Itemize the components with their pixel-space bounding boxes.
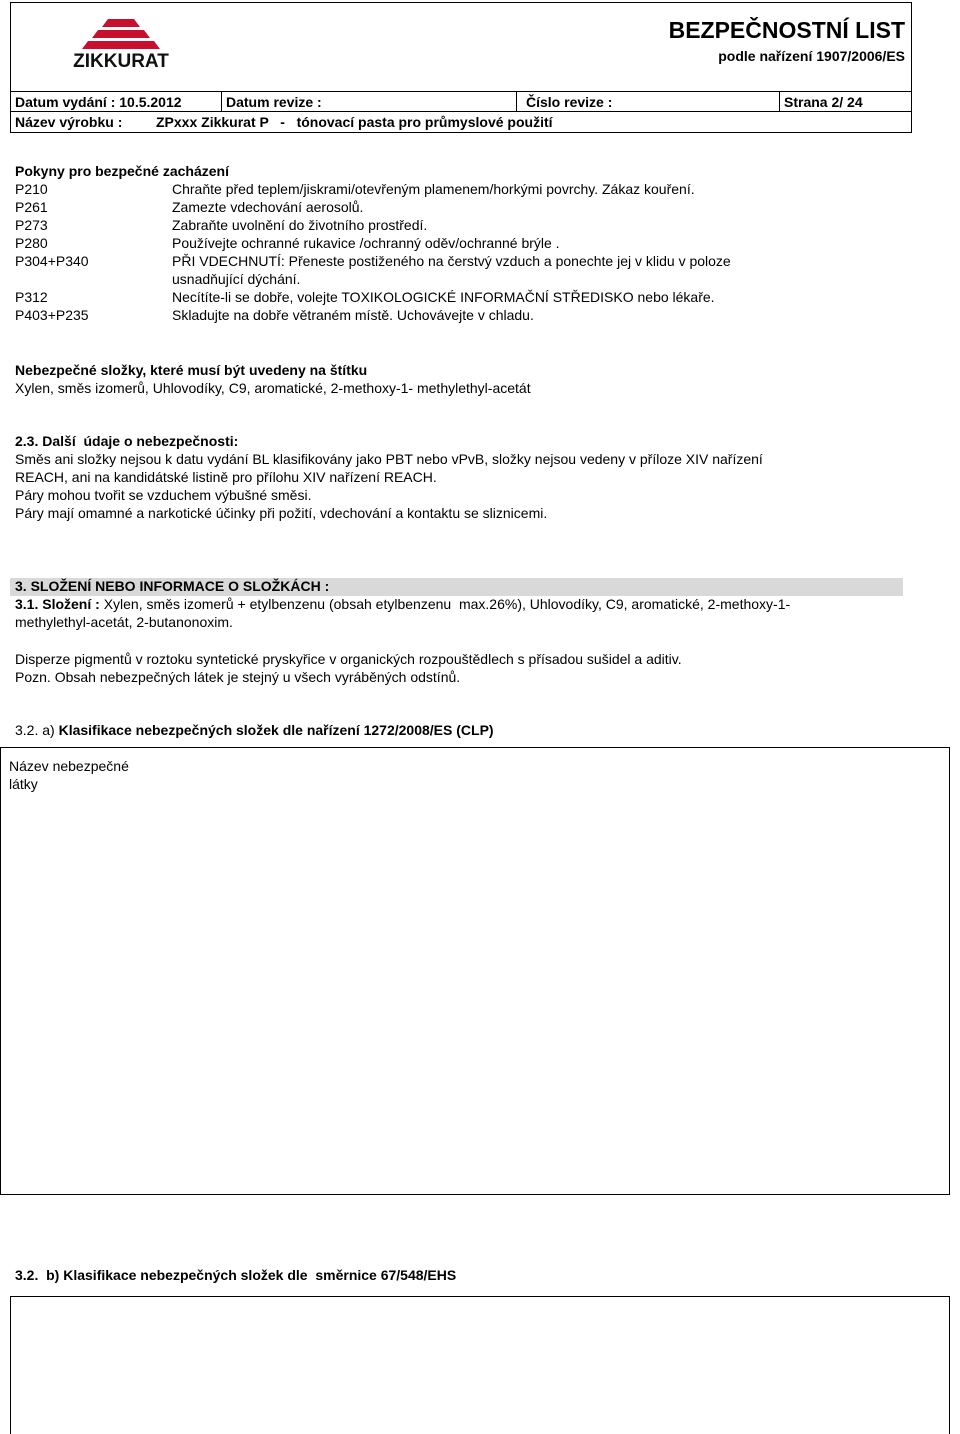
precautionary-text: PŘI VDECHNUTÍ: Přeneste postiženého na čerstvý vzduch a ponechte jej v klidu v poloze bbox=[172, 253, 731, 269]
precautionary-code: P304+P340 bbox=[15, 253, 89, 269]
precautionary-code: P312 bbox=[15, 289, 48, 305]
clp-title: 3.2. a) Klasifikace nebezpečných složek dle nařízení 1272/2008/ES (CLP) bbox=[15, 722, 494, 738]
precautionary-text: Používejte ochranné rukavice /ochranný oděv/ochranné brýle . bbox=[172, 235, 560, 251]
precautionary-text: Necítíte-li se dobře, volejte TOXIKOLOGICKÉ INFORMAČNÍ STŘEDISKO nebo lékaře. bbox=[172, 289, 715, 305]
clp-header-cell: látky bbox=[9, 776, 38, 792]
product-name-label: Název výrobku : bbox=[15, 114, 123, 130]
clp-classification-table bbox=[0, 747, 950, 1195]
zikkurat-logo bbox=[56, 17, 186, 72]
other-hazards-line: REACH, ani na kandidátské listině pro přílohu XIV nařízení REACH. bbox=[15, 469, 437, 485]
composition-label: 3.1. Složení : bbox=[15, 596, 100, 612]
ehs-title: 3.2. b) Klasifikace nebezpečných složek dle směrnice 67/548/EHS bbox=[15, 1267, 457, 1283]
revision-date: Datum revize : bbox=[226, 94, 322, 110]
document-header bbox=[10, 2, 912, 133]
precautionary-text: Zabraňte uvolnění do životního prostředí. bbox=[172, 217, 428, 233]
precautionary-code: P403+P235 bbox=[15, 307, 89, 323]
logo-text: ZIKKURAT bbox=[73, 51, 169, 72]
note-text: Pozn. Obsah nebezpečných látek je stejný u všech vyráběných odstínů. bbox=[15, 669, 461, 685]
other-hazards-line: Páry mají omamné a narkotické účinky při požití, vdechování a kontaktu se sliznicemi. bbox=[15, 505, 548, 521]
precautionary-code: P261 bbox=[15, 199, 48, 215]
document-title: BEZPEČNOSTNÍ LIST bbox=[668, 17, 905, 43]
precautionary-code: P280 bbox=[15, 235, 48, 251]
composition-text: Xylen, směs izomerů + etylbenzenu (obsah etylbenzenu max.26%), Uhlovodíky, C9, aromatické, 2-methoxy-1- bbox=[99, 596, 791, 612]
other-hazards-line: Směs ani složky nejsou k datu vydání BL klasifikovány jako PBT nebo vPvB, složky nejsou vedeny v příloze XIV nařízení bbox=[15, 451, 763, 467]
revision-number: Číslo revize : bbox=[526, 94, 613, 110]
other-hazards-title: 2.3. Další údaje o nebezpečnosti: bbox=[15, 433, 239, 449]
section-3-title: 3. SLOŽENÍ NEBO INFORMACE O SLOŽKÁCH : bbox=[15, 578, 330, 594]
header-row-dates bbox=[11, 91, 911, 112]
document-subtitle: podle nařízení 1907/2006/ES bbox=[718, 48, 905, 64]
page-number: Strana 2/ 24 bbox=[784, 94, 863, 110]
product-name: ZPxxx Zikkurat P - tónovací pasta pro průmyslové použití bbox=[156, 114, 553, 130]
dispersion-text: Disperze pigmentů v roztoku syntetické pryskyřice v organických rozpouštědlech s přísadou sušidel a aditiv. bbox=[15, 651, 682, 667]
ehs-classification-table bbox=[10, 1296, 950, 1434]
composition-line bbox=[15, 596, 790, 612]
label-components-text: Xylen, směs izomerů, Uhlovodíky, C9, aromatické, 2-methoxy-1- methylethyl-acetát bbox=[15, 380, 531, 396]
precautionary-code: P210 bbox=[15, 181, 48, 197]
other-hazards-line: Páry mohou tvořit se vzduchem výbušné směsi. bbox=[15, 487, 312, 503]
composition-text-2: methylethyl-acetát, 2-butanonoxim. bbox=[15, 614, 233, 630]
handling-instructions-title: Pokyny pro bezpečné zacházení bbox=[15, 163, 229, 179]
precautionary-text: Skladujte na dobře větraném místě. Uchovávejte v chladu. bbox=[172, 307, 534, 323]
label-components-title: Nebezpečné složky, které musí být uvedeny na štítku bbox=[15, 362, 368, 378]
issue-date: Datum vydání : 10.5.2012 bbox=[15, 94, 182, 110]
precautionary-code: P273 bbox=[15, 217, 48, 233]
clp-header-cell: Název nebezpečné bbox=[9, 758, 129, 774]
precautionary-text: Chraňte před teplem/jiskrami/otevřeným plamenem/horkými povrchy. Zákaz kouření. bbox=[172, 181, 695, 197]
precautionary-text: Zamezte vdechování aerosolů. bbox=[172, 199, 364, 215]
header-row-product bbox=[11, 111, 911, 133]
precautionary-text: usnadňující dýchání. bbox=[172, 271, 301, 287]
